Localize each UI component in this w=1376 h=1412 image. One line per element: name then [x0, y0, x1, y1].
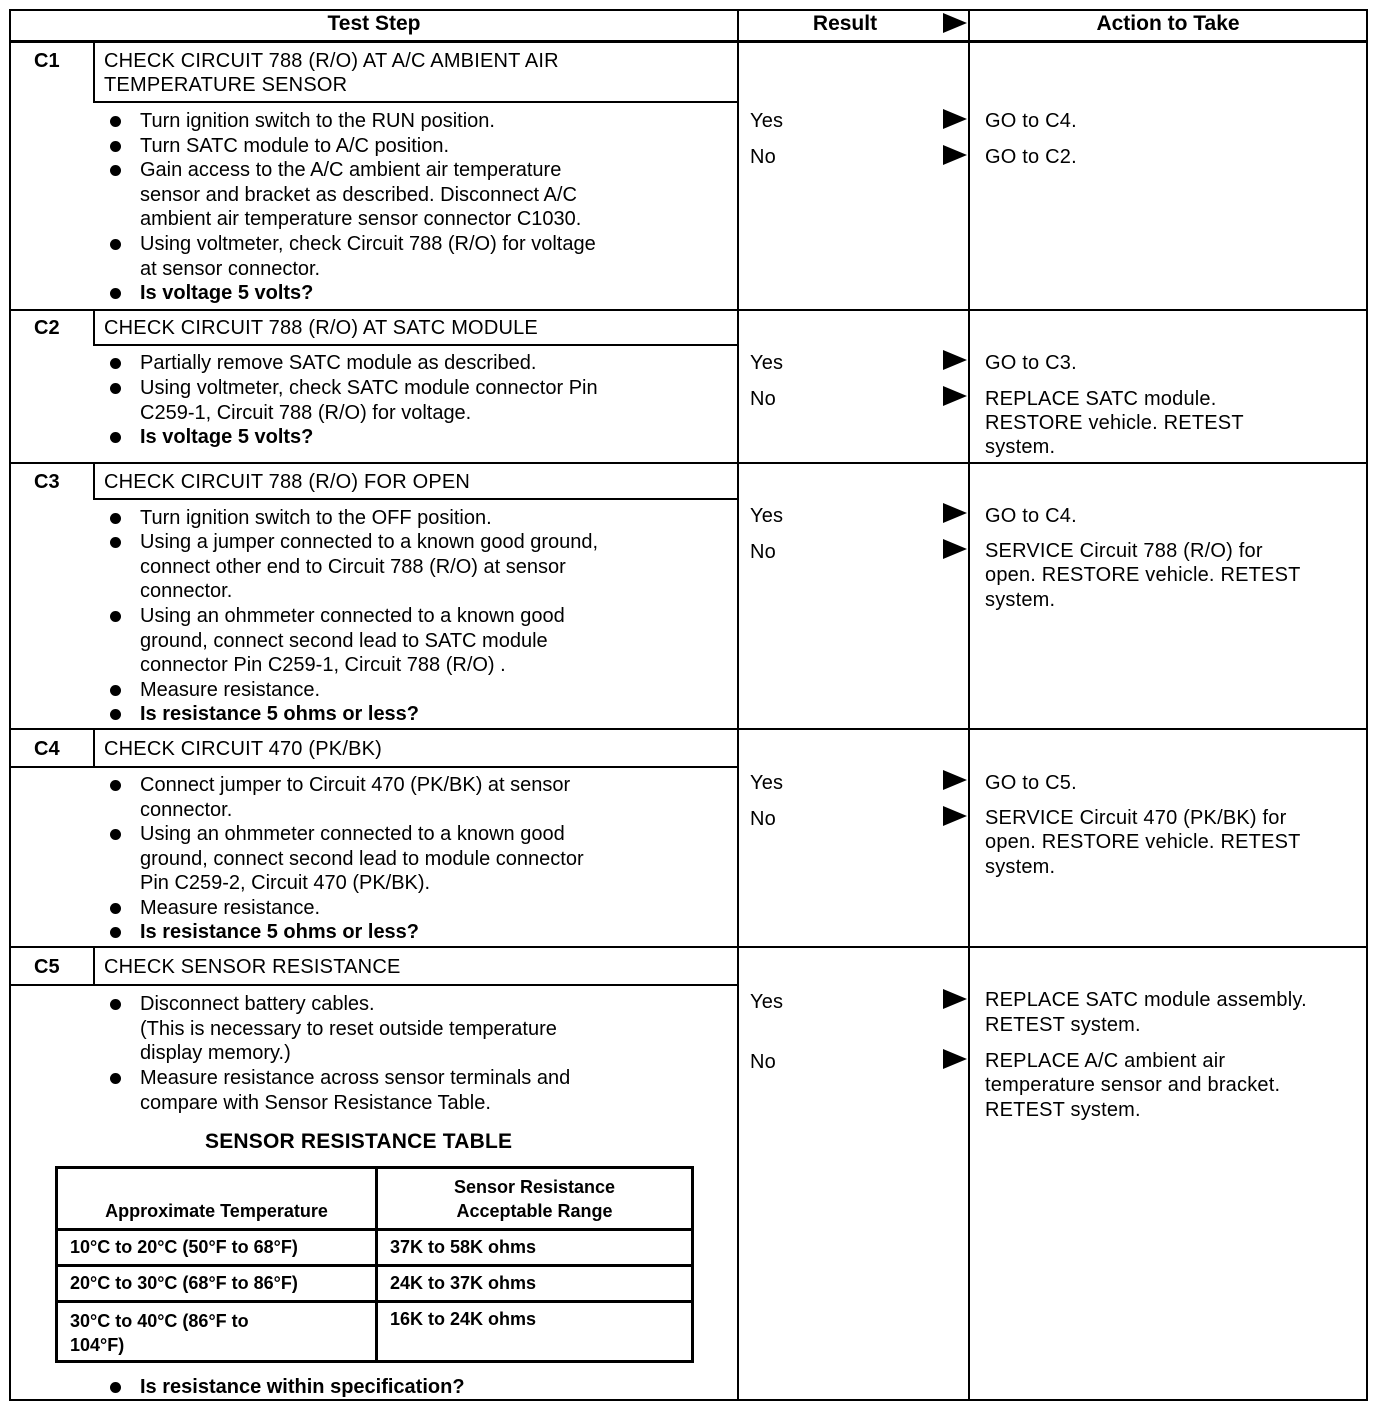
arrow-icon: [943, 503, 967, 523]
bullet-icon: [110, 999, 121, 1010]
step-title: CHECK CIRCUIT 788 (R/O) AT SATC MODULE: [104, 317, 538, 339]
action-text: RETEST system.: [985, 1099, 1141, 1121]
bullet-icon: [110, 829, 121, 840]
step-id: C4: [34, 738, 60, 760]
temp-cell: 10°C to 20°C (50°F to 68°F): [57, 1230, 377, 1266]
result-yes: Yes: [750, 505, 784, 527]
arrow-icon: [943, 386, 967, 406]
col-sep-action: [968, 9, 970, 1401]
c3-id-sep: [93, 463, 95, 499]
header-rule: [9, 40, 1368, 43]
action-text: GO to C5.: [985, 772, 1077, 794]
c1-title-rule: [93, 101, 738, 103]
col-header-range: Sensor Resistance Acceptable Range: [377, 1168, 693, 1230]
temp-cell: 20°C to 30°C (68°F to 86°F): [57, 1266, 377, 1302]
row-sep-c5: [9, 946, 1368, 948]
col-header-temperature: Approximate Temperature: [57, 1168, 377, 1230]
arrow-icon: [943, 806, 967, 826]
result-yes: Yes: [750, 772, 784, 794]
step-id: C1: [34, 50, 60, 72]
range-cell: 24K to 37K ohms: [377, 1266, 693, 1302]
bullet-icon: [110, 611, 121, 622]
result-no: No: [750, 1051, 776, 1073]
bullet-icon: [110, 780, 121, 791]
result-no: No: [750, 541, 776, 563]
result-no: No: [750, 388, 776, 410]
action-text: REPLACE SATC module assembly.: [985, 989, 1307, 1011]
action-text: system.: [985, 436, 1056, 458]
bullet-icon: [110, 288, 121, 299]
bullet-icon: [110, 358, 121, 369]
action-text: system.: [985, 589, 1056, 611]
table-row: [57, 1230, 693, 1266]
step-id: C3: [34, 471, 60, 493]
header-arrow-icon: [943, 13, 967, 33]
bullet-icon: [110, 513, 121, 524]
bullet-icon: [110, 537, 121, 548]
action-text: RETEST system.: [985, 1014, 1141, 1036]
sensor-resistance-table: [55, 1166, 694, 1363]
header-action: Action to Take: [1096, 12, 1240, 35]
row-sep-c2: [9, 309, 1368, 311]
action-text: REPLACE SATC module.: [985, 388, 1217, 410]
action-text: RESTORE vehicle. RETEST: [985, 412, 1244, 434]
header-test-step: Test Step: [327, 12, 421, 35]
c2-id-sep: [93, 310, 95, 345]
header-result: Result: [812, 12, 878, 35]
bullet-icon: [110, 239, 121, 250]
bullet-icon: [110, 1073, 121, 1084]
bullet-icon: [110, 685, 121, 696]
temp-cell: 30°C to 40°C (86°F to 104°F): [57, 1302, 377, 1362]
step-id: C2: [34, 317, 60, 339]
c2-title-rule: [93, 344, 738, 346]
row-sep-c3: [9, 462, 1368, 464]
bullet-icon: [110, 141, 121, 152]
result-yes: Yes: [750, 110, 784, 132]
bullet-icon: [110, 383, 121, 394]
bullet-icon: [110, 903, 121, 914]
action-text: GO to C3.: [985, 352, 1077, 374]
action-text: GO to C2.: [985, 146, 1077, 168]
c5-id-sep: [93, 947, 95, 985]
action-text: GO to C4.: [985, 505, 1077, 527]
bullet-icon: [110, 116, 121, 127]
arrow-icon: [943, 1049, 967, 1069]
bullet-icon: [110, 709, 121, 720]
action-text: SERVICE Circuit 788 (R/O) for: [985, 540, 1263, 562]
result-yes: Yes: [750, 991, 784, 1013]
arrow-icon: [943, 145, 967, 165]
arrow-icon: [943, 770, 967, 790]
bullet-icon: [110, 927, 121, 938]
step-title: TEMPERATURE SENSOR: [104, 74, 348, 96]
result-no: No: [750, 146, 776, 168]
step-id: C5: [34, 956, 60, 978]
step-title: CHECK CIRCUIT 788 (R/O) FOR OPEN: [104, 471, 471, 493]
action-text: GO to C4.: [985, 110, 1077, 132]
frame-left: [9, 9, 11, 1401]
arrow-icon: [943, 350, 967, 370]
range-cell: 16K to 24K ohms: [377, 1302, 693, 1362]
action-text: temperature sensor and bracket.: [985, 1074, 1281, 1096]
table-row: [57, 1302, 693, 1362]
frame-right: [1366, 9, 1368, 1401]
row-sep-c4: [9, 728, 1368, 730]
bullet-icon: [110, 432, 121, 443]
arrow-icon: [943, 539, 967, 559]
c3-title-rule: [93, 498, 738, 500]
bullet-icon: [110, 165, 121, 176]
c4-title-rule: [9, 766, 738, 768]
c1-id-sep: [93, 42, 95, 102]
action-text: REPLACE A/C ambient air: [985, 1050, 1226, 1072]
c4-id-sep: [93, 729, 95, 766]
action-text: SERVICE Circuit 470 (PK/BK) for: [985, 807, 1287, 829]
arrow-icon: [943, 109, 967, 129]
frame-top: [9, 9, 1368, 11]
table-row: [57, 1266, 693, 1302]
step-title: CHECK CIRCUIT 788 (R/O) AT A/C AMBIENT AIR: [104, 50, 559, 72]
step-title: CHECK SENSOR RESISTANCE: [104, 956, 401, 978]
action-text: system.: [985, 856, 1056, 878]
result-yes: Yes: [750, 352, 784, 374]
range-cell: 37K to 58K ohms: [377, 1230, 693, 1266]
bullet-icon: [110, 1382, 121, 1393]
step-title: CHECK CIRCUIT 470 (PK/BK): [104, 738, 383, 760]
result-no: No: [750, 808, 776, 830]
col-sep-result: [737, 9, 739, 1401]
action-text: open. RESTORE vehicle. RETEST: [985, 564, 1301, 586]
arrow-icon: [943, 989, 967, 1009]
c5-title-rule: [9, 984, 738, 986]
sensor-table-title: SENSOR RESISTANCE TABLE: [205, 1130, 513, 1153]
action-text: open. RESTORE vehicle. RETEST: [985, 831, 1301, 853]
